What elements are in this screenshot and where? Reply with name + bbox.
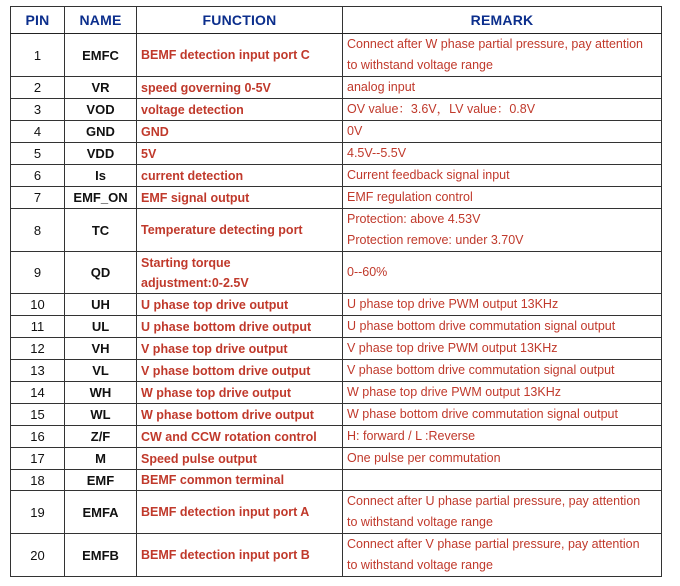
pin-remark (343, 252, 662, 294)
remark-text: analog input (347, 80, 416, 94)
table-row (11, 534, 662, 577)
pin-remark (343, 426, 662, 448)
remark-text: to withstand voltage range (347, 515, 493, 529)
pin-function (137, 294, 343, 316)
remark-text: Connect after W phase partial pressure, pay attention (347, 37, 643, 51)
remark-text: V phase top drive PWM output 13KHz (347, 341, 558, 355)
pin-number: 1 (11, 34, 65, 77)
pin-name: VH (65, 338, 137, 360)
pin-remark (343, 448, 662, 470)
table-row (11, 338, 662, 360)
pin-remark (343, 338, 662, 360)
table-row (11, 34, 662, 77)
table-row (11, 426, 662, 448)
pin-remark (343, 165, 662, 187)
function-text: W phase bottom drive output (141, 407, 314, 422)
pin-name: VR (65, 77, 137, 99)
function-text: current detection (141, 168, 244, 183)
pin-number: 9 (11, 252, 65, 294)
remark-text: OV value：3.6V，LV value：0.8V (347, 102, 536, 116)
remark-text: One pulse per commutation (347, 451, 501, 465)
function-text: GND (141, 124, 169, 139)
table-row (11, 404, 662, 426)
pin-function (137, 491, 343, 534)
pin-remark (343, 316, 662, 338)
function-text: CW and CCW rotation control (141, 429, 317, 444)
pin-number: 10 (11, 294, 65, 316)
pin-function (137, 534, 343, 577)
pin-remark (343, 534, 662, 577)
function-text: EMF signal output (141, 190, 250, 205)
pin-remark (343, 404, 662, 426)
pin-number: 7 (11, 187, 65, 209)
pin-name: QD (65, 252, 137, 294)
pin-function (137, 77, 343, 99)
remark-text: U phase top drive PWM output 13KHz (347, 297, 559, 311)
pin-name: WH (65, 382, 137, 404)
pin-function (137, 252, 343, 294)
header-name: NAME (65, 7, 137, 34)
pin-number: 12 (11, 338, 65, 360)
pin-number: 18 (11, 470, 65, 491)
table-row (11, 209, 662, 252)
remark-text: Current feedback signal input (347, 168, 510, 182)
pin-number: 8 (11, 209, 65, 252)
remark-text: 4.5V--5.5V (347, 146, 407, 160)
pin-name: UL (65, 316, 137, 338)
table-row (11, 165, 662, 187)
function-text: U phase bottom drive output (141, 319, 312, 334)
function-text: U phase top drive output (141, 297, 289, 312)
table-row (11, 77, 662, 99)
remark-text: Connect after V phase partial pressure, pay attention (347, 537, 640, 551)
pin-function (137, 470, 343, 491)
table-row (11, 316, 662, 338)
pin-remark (343, 77, 662, 99)
header-pin: PIN (11, 7, 65, 34)
pin-function (137, 338, 343, 360)
pin-name: UH (65, 294, 137, 316)
function-text: Speed pulse output (141, 451, 257, 466)
function-text: BEMF detection input port B (141, 548, 310, 562)
pin-function (137, 360, 343, 382)
remark-text: 0--60% (347, 265, 388, 279)
table-row (11, 294, 662, 316)
pin-number: 6 (11, 165, 65, 187)
pin-number: 15 (11, 404, 65, 426)
function-text: BEMF detection input port A (141, 505, 310, 519)
pin-remark (343, 99, 662, 121)
table-row (11, 252, 662, 294)
function-text: 5V (141, 146, 157, 161)
pin-function (137, 209, 343, 252)
remark-text: U phase bottom drive commutation signal output (347, 319, 616, 333)
pin-number: 19 (11, 491, 65, 534)
pin-name: EMF_ON (65, 187, 137, 209)
pin-name: Is (65, 165, 137, 187)
pin-remark (343, 470, 662, 491)
pin-number: 13 (11, 360, 65, 382)
table-row (11, 143, 662, 165)
pin-number: 14 (11, 382, 65, 404)
table-row (11, 382, 662, 404)
table-body (11, 34, 662, 577)
pin-function (137, 404, 343, 426)
function-text: voltage detection (141, 102, 244, 117)
remark-text: to withstand voltage range (347, 558, 493, 572)
remark-text: Connect after U phase partial pressure, pay attention (347, 494, 641, 508)
pin-name: GND (65, 121, 137, 143)
pin-number: 5 (11, 143, 65, 165)
remark-text: Protection: above 4.53V (347, 212, 481, 226)
pin-remark (343, 187, 662, 209)
table-header-row (11, 7, 662, 34)
function-text: W phase top drive output (141, 385, 291, 400)
header-remark: REMARK (343, 7, 662, 34)
pin-name: EMF (65, 470, 137, 491)
remark-text: Protection remove: under 3.70V (347, 233, 524, 247)
function-text: speed governing 0-5V (141, 80, 271, 95)
pin-name: VDD (65, 143, 137, 165)
pin-name: EMFC (65, 34, 137, 77)
table-row (11, 448, 662, 470)
header-function: FUNCTION (137, 7, 343, 34)
pin-number: 3 (11, 99, 65, 121)
pin-number: 16 (11, 426, 65, 448)
pin-name: Z/F (65, 426, 137, 448)
function-text: V phase bottom drive output (141, 363, 311, 378)
function-text: V phase top drive output (141, 341, 288, 356)
remark-text: V phase bottom drive commutation signal output (347, 363, 615, 377)
pin-name: VL (65, 360, 137, 382)
table-row (11, 360, 662, 382)
remark-text: to withstand voltage range (347, 58, 493, 72)
pin-function (137, 448, 343, 470)
pin-name: WL (65, 404, 137, 426)
pin-remark (343, 121, 662, 143)
function-text: Starting torque (141, 255, 231, 270)
pin-name: VOD (65, 99, 137, 121)
pin-number: 11 (11, 316, 65, 338)
remark-text: 0V (347, 124, 363, 138)
pin-remark (343, 294, 662, 316)
function-text: adjustment:0-2.5V (141, 275, 249, 290)
pin-remark (343, 382, 662, 404)
function-text: Temperature detecting port (141, 223, 303, 237)
pin-number: 20 (11, 534, 65, 577)
pin-function (137, 99, 343, 121)
pin-number: 17 (11, 448, 65, 470)
pin-function (137, 316, 343, 338)
table-row (11, 99, 662, 121)
pin-remark (343, 360, 662, 382)
table-row (11, 121, 662, 143)
pin-function (137, 187, 343, 209)
pin-remark (343, 209, 662, 252)
table-row (11, 470, 662, 491)
pin-remark (343, 34, 662, 77)
pin-remark (343, 143, 662, 165)
remark-text: EMF regulation control (347, 190, 473, 204)
pin-function (137, 121, 343, 143)
pin-name: TC (65, 209, 137, 252)
table-row (11, 491, 662, 534)
pin-number: 2 (11, 77, 65, 99)
table-row (11, 187, 662, 209)
pin-function (137, 382, 343, 404)
pin-name: M (65, 448, 137, 470)
function-text: BEMF common terminal (141, 473, 285, 487)
pin-number: 4 (11, 121, 65, 143)
remark-text: H: forward / L :Reverse (347, 429, 476, 443)
remark-text: W phase top drive PWM output 13KHz (347, 385, 561, 399)
pin-name: EMFB (65, 534, 137, 577)
pin-remark (343, 491, 662, 534)
pin-function (137, 426, 343, 448)
pin-function (137, 34, 343, 77)
pin-function-table (10, 6, 662, 577)
pin-function (137, 165, 343, 187)
pin-name: EMFA (65, 491, 137, 534)
pin-function (137, 143, 343, 165)
function-text: BEMF detection input port C (141, 48, 310, 62)
remark-text: W phase bottom drive commutation signal output (347, 407, 618, 421)
